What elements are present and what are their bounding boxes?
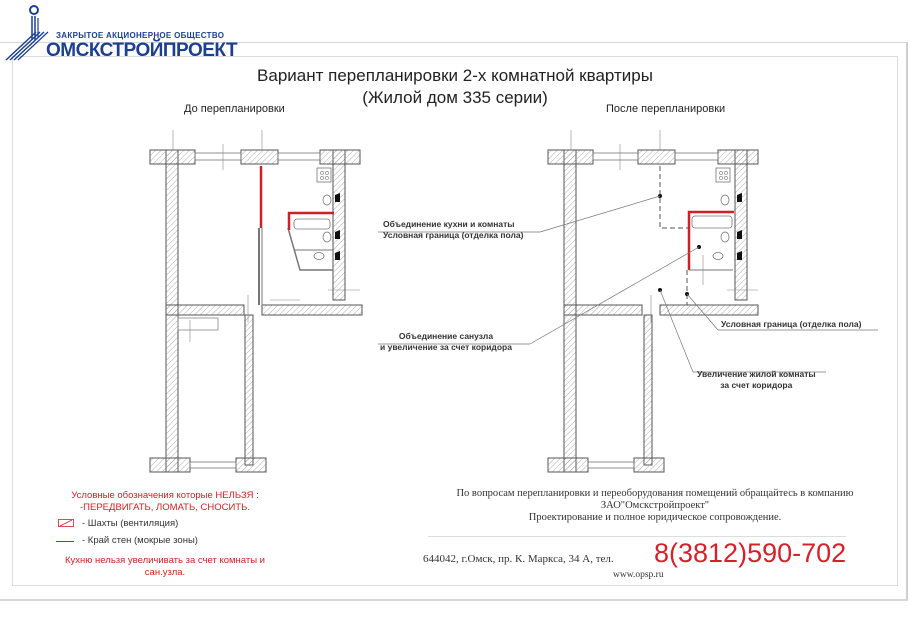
legend-heading-line: Условные обозначения которые НЕЛЬЗЯ : bbox=[71, 490, 259, 501]
before-plan bbox=[150, 130, 362, 472]
callout-text: Условная граница (отделка пола) bbox=[721, 319, 862, 329]
after-plan bbox=[378, 130, 878, 472]
callout-text: Увеличение жилой комнаты bbox=[697, 369, 816, 379]
callout-text: и увеличение за счет коридора bbox=[380, 342, 512, 352]
address: 644042, г.Омск, пр. К. Маркса, 34 А, тел. bbox=[423, 553, 614, 565]
callout-room-enlarge bbox=[697, 369, 816, 391]
shaft-hatch-icon bbox=[58, 519, 74, 527]
callout-text: за счет коридора bbox=[720, 380, 793, 390]
legend-note-line: Кухню нельзя увеличивать за счет комнаты и bbox=[65, 555, 265, 566]
legend-note-line: сан.узла. bbox=[144, 567, 186, 578]
contact-line: Проектирование и полное юридическое сопровождение. bbox=[528, 512, 782, 523]
contact-info bbox=[420, 488, 890, 524]
red-line-icon bbox=[56, 541, 74, 542]
before-plan-label: До перепланировки bbox=[184, 103, 285, 115]
company-name: ЗАО"Омскстройпроект" bbox=[600, 500, 710, 511]
logo-name: ОМСКСТРОЙПРОЕКТ bbox=[46, 40, 238, 61]
callout-text: Объединение кухни и комнаты bbox=[383, 219, 515, 229]
page-title: Вариант перепланировки 2-х комнатной квартиры bbox=[257, 66, 653, 85]
legend-item-shafts: - Шахты (вентиляция) bbox=[82, 518, 179, 529]
legend-heading bbox=[40, 490, 290, 514]
callout-kitchen-room-merge bbox=[383, 219, 523, 241]
legend-item-wet-zones: - Край стен (мокрые зоны) bbox=[82, 535, 198, 546]
divider bbox=[428, 536, 846, 537]
contact-line: По вопросам перепланировки и переоборудования помещений обращайтесь в компанию bbox=[456, 488, 854, 499]
callout-bathroom-merge bbox=[380, 331, 512, 353]
legend-note bbox=[40, 555, 290, 579]
phone-number[interactable]: 8(3812)590-702 bbox=[654, 538, 847, 568]
callout-text: Объединение санузла bbox=[398, 331, 494, 341]
logo-subtitle: ЗАКРЫТОЕ АКЦИОНЕРНОЕ ОБЩЕСТВО bbox=[56, 31, 225, 40]
page-subtitle: (Жилой дом 335 серии) bbox=[362, 88, 548, 107]
website-link[interactable]: www.opsp.ru bbox=[613, 570, 664, 580]
callout-floor-boundary bbox=[721, 319, 861, 330]
callout-text: Условная граница (отделка пола) bbox=[383, 230, 524, 240]
after-plan-label: После перепланировки bbox=[606, 103, 726, 115]
legend-heading-line: -ПЕРЕДВИГАТЬ, ЛОМАТЬ, СНОСИТЬ. bbox=[80, 502, 250, 513]
